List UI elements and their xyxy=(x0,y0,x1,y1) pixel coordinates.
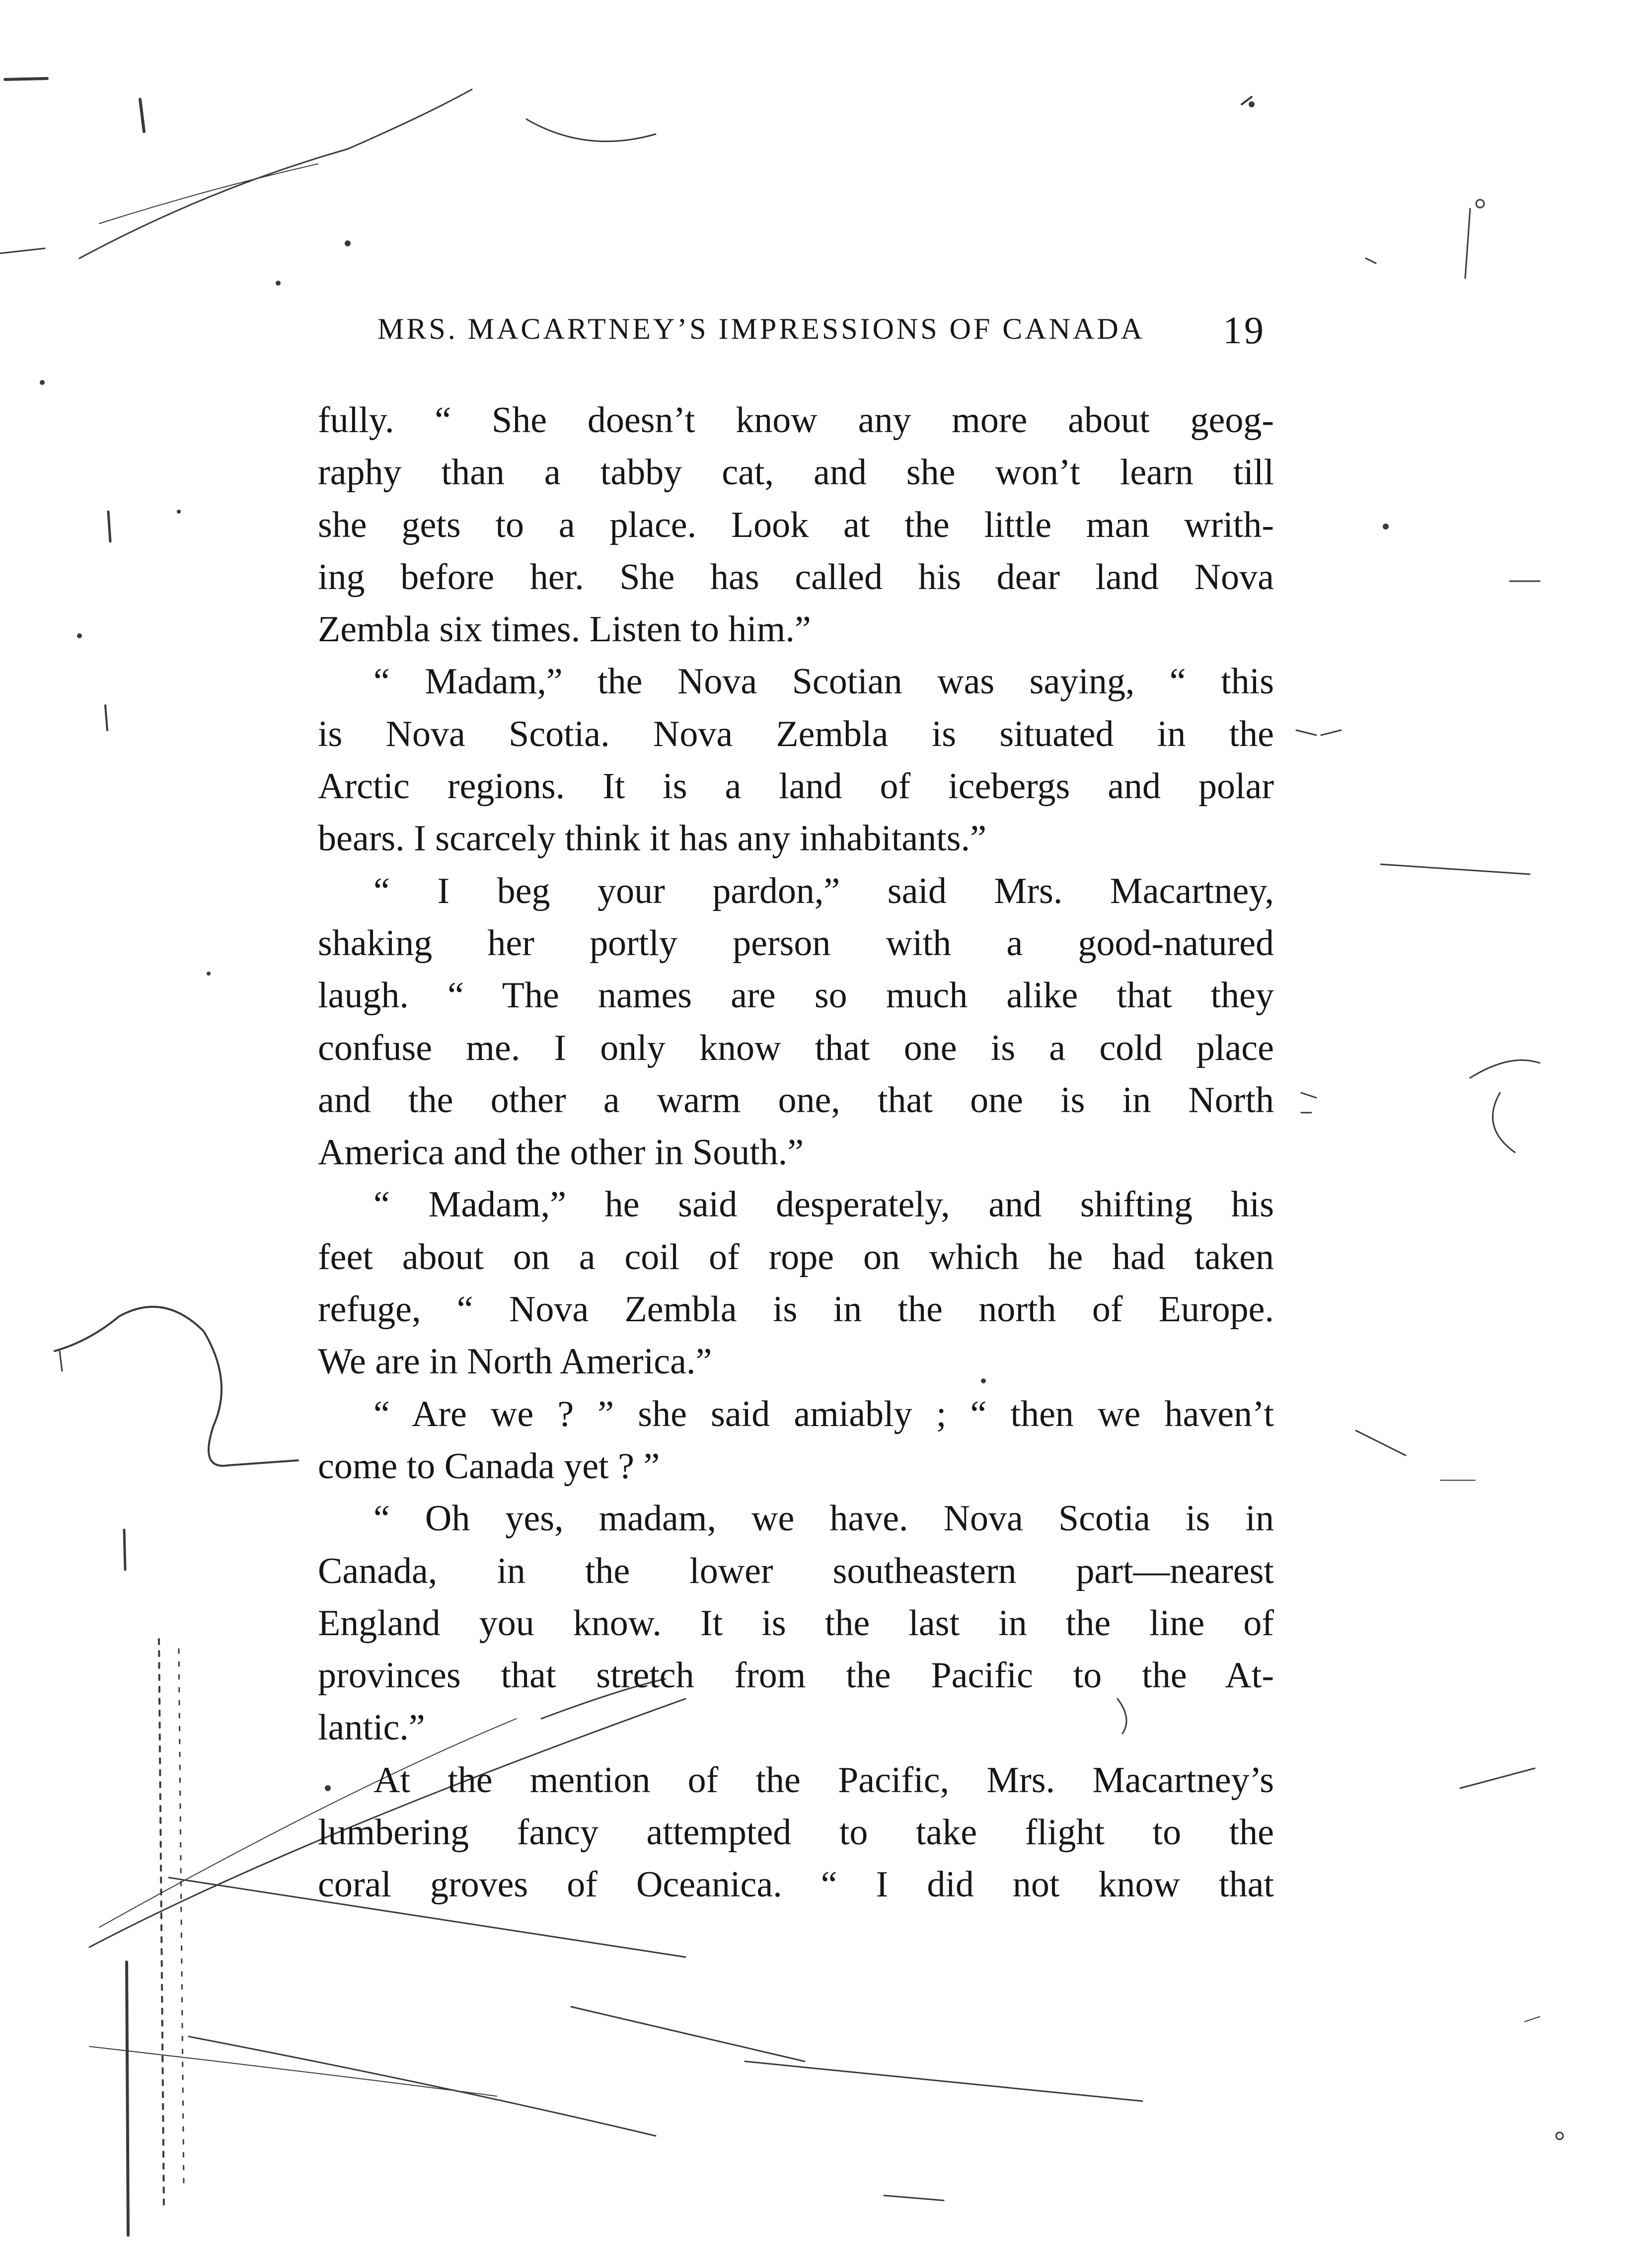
body-text xyxy=(318,394,1274,1911)
text-line: feet about on a coil of rope on which he had taken xyxy=(318,1236,1274,1278)
text-line: We are in North America.” xyxy=(318,1341,712,1382)
text-line: America and the other in South.” xyxy=(318,1132,804,1173)
text-line: fully. “ She doesn’t know any more about geog- xyxy=(318,400,1274,441)
text-line: and the other a warm one, that one is in North xyxy=(318,1079,1274,1121)
text-line: coral groves of Oceanica. “ I did not know that xyxy=(318,1864,1274,1905)
text-line: refuge, “ Nova Zembla is in the north of Europe. xyxy=(318,1289,1274,1330)
text-line: laugh. “ The names are so much alike that they xyxy=(318,975,1274,1016)
text-line: lantic.” xyxy=(318,1707,425,1748)
text-line: England you know. It is the last in the line of xyxy=(318,1602,1274,1644)
running-head xyxy=(377,308,1271,358)
text-line: shaking her portly person with a good-natured xyxy=(318,922,1274,964)
text-line: ing before her. She has called his dear land Nova xyxy=(318,556,1274,598)
text-line: provinces that stretch from the Pacific to the At- xyxy=(318,1655,1274,1696)
paragraph-start-line: “ Are we ? ” she said amiably ; “ then we haven’t xyxy=(373,1393,1274,1435)
text-line: come to Canada yet ? ” xyxy=(318,1445,660,1487)
paragraph-start-line: “ Oh yes, madam, we have. Nova Scotia is in xyxy=(373,1498,1274,1539)
paragraph-start-line: “ I beg your pardon,” said Mrs. Macartney, xyxy=(373,870,1274,911)
text-line: she gets to a place. Look at the little man writh- xyxy=(318,504,1274,545)
text-line: is Nova Scotia. Nova Zembla is situated in the xyxy=(318,713,1274,755)
text-line: bears. I scarcely think it has any inhabitants.” xyxy=(318,818,986,859)
text-line: confuse me. I only know that one is a cold place xyxy=(318,1027,1274,1068)
paragraph-start-line: “ Madam,” the Nova Scotian was saying, “ this xyxy=(373,661,1274,702)
text-line: lumbering fancy attempted to take flight to the xyxy=(318,1812,1274,1853)
running-head-title: MRS. MACARTNEY’S IMPRESSIONS OF CANADA xyxy=(377,312,1145,345)
paragraph-start-line: At the mention of the Pacific, Mrs. Macartney’s xyxy=(373,1759,1274,1801)
text-line: Canada, in the lower southeastern part—nearest xyxy=(318,1550,1274,1591)
text-line: raphy than a tabby cat, and she won’t learn till xyxy=(318,452,1274,493)
text-line: Zembla six times. Listen to him.” xyxy=(318,609,811,650)
paragraph-start-line: “ Madam,” he said desperately, and shifting his xyxy=(373,1184,1274,1225)
page-number: 19 xyxy=(1223,308,1266,352)
text-line: Arctic regions. It is a land of icebergs and polar xyxy=(318,766,1274,807)
